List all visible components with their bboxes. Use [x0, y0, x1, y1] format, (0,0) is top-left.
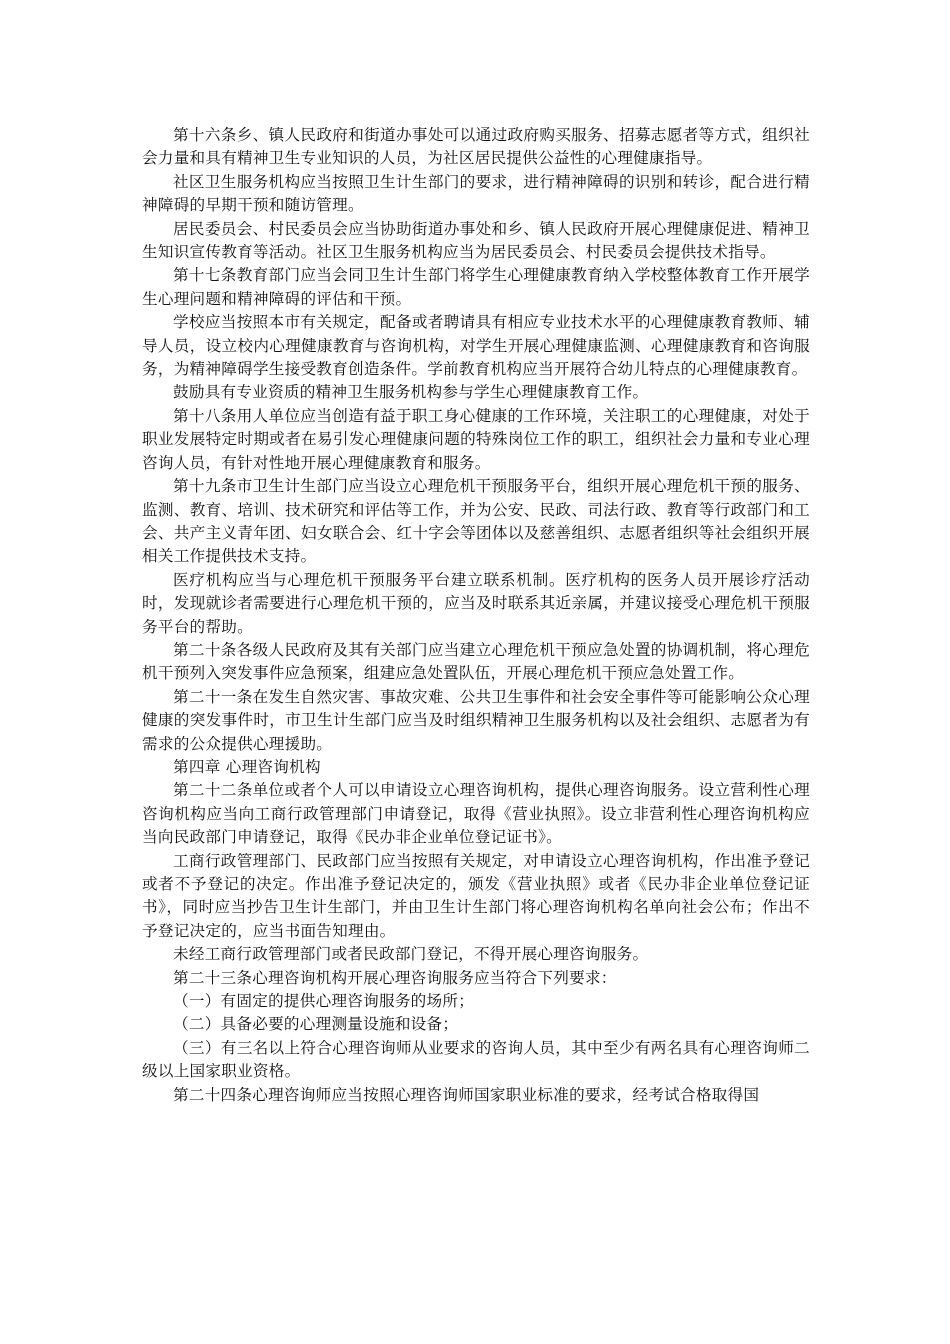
paragraph-medical-institutions: 医疗机构应当与心理危机干预服务平台建立联系机制。医疗机构的医务人员开展诊疗活动时，发现就诊者需要进行心理危机干预的，应当及时联系其近亲属，并建议接受心理危机干预服务平台的帮助。	[142, 570, 810, 636]
document-body	[142, 124, 810, 1107]
list-item-3: （三）有三名以上符合心理咨询师从业要求的咨询人员，其中至少有两名具有心理咨询师二级以上国家职业资格。	[142, 1038, 810, 1081]
paragraph-article-23: 第二十三条心理咨询机构开展心理咨询服务应当符合下列要求：	[173, 968, 617, 987]
paragraph-article-16: 第十六条乡、镇人民政府和街道办事处可以通过政府购买服务、招募志愿者等方式，组织社会力量和具有精神卫生专业知识的人员，为社区居民提供公益性的心理健康指导。	[142, 126, 810, 168]
paragraph-registration: 工商行政管理部门、民政部门应当按照有关规定，对申请设立心理咨询机构，作出准予登记或者不予登记的决定。作出准予登记决定的，颁发《营业执照》或者《民办非企业单位登记证书》，同时应当抄告卫生计生部门，并由卫生计生部门将心理咨询机构名单向社会公布；作出不予登记决定的，应当书面告知理由。	[142, 851, 810, 940]
list-item-2: （二）具备必要的心理测量设施和设备；	[173, 1015, 459, 1034]
chapter-heading: 第四章 心理咨询机构	[173, 757, 321, 776]
paragraph-article-24: 第二十四条心理咨询师应当按照心理咨询师国家职业标准的要求，经考试合格取得国	[173, 1085, 760, 1104]
paragraph-community-health: 社区卫生服务机构应当按照卫生计生部门的要求，进行精神障碍的识别和转诊，配合进行精神障碍的早期干预和随访管理。	[142, 172, 810, 215]
paragraph-article-19: 第十九条市卫生计生部门应当设立心理危机干预服务平台，组织开展心理危机干预的服务、监测、教育、培训、技术研究和评估等工作，并为公安、民政、司法行政、教育等行政部门和工会、共产主义青年团、妇女联合会、红十字会等团体以及慈善组织、志愿者组织等社会组织开展相关工作提供技术支持。	[142, 477, 810, 566]
paragraph-schools: 学校应当按照本市有关规定，配备或者聘请具有相应专业技术水平的心理健康教育教师、辅导人员，设立校内心理健康教育与咨询机构，对学生开展心理健康监测、心理健康教育和咨询服务，为精神障碍学生接受教育创造条件。学前教育机构应当开展符合幼儿特点的心理健康教育。	[142, 313, 810, 379]
paragraph-encourage-institutions: 鼓励具有专业资质的精神卫生服务机构参与学生心理健康教育工作。	[173, 383, 649, 402]
paragraph-article-22: 第二十二条单位或者个人可以申请设立心理咨询机构，提供心理咨询服务。设立营利性心理咨询机构应当向工商行政管理部门申请登记，取得《营业执照》。设立非营利性心理咨询机构应当向民政部门申请登记，取得《民办非企业单位登记证书》。	[142, 781, 810, 847]
paragraph-article-18: 第十八条用人单位应当创造有益于职工身心健康的工作环境，关注职工的心理健康，对处于职业发展特定时期或者在易引发心理健康问题的特殊岗位工作的职工，组织社会力量和专业心理咨询人员，有针对性地开展心理健康教育和服务。	[142, 406, 810, 472]
paragraph-article-20: 第二十条各级人民政府及其有关部门应当建立心理危机干预应急处置的协调机制，将心理危机干预列入突发事件应急预案，组建应急处置队伍，开展心理危机干预应急处置工作。	[142, 640, 810, 683]
paragraph-article-17: 第十七条教育部门应当会同卫生计生部门将学生心理健康教育纳入学校整体教育工作开展学生心理问题和精神障碍的评估和干预。	[142, 266, 810, 308]
paragraph-unregistered: 未经工商行政管理部门或者民政部门登记，不得开展心理咨询服务。	[173, 945, 649, 964]
paragraph-residents-committee: 居民委员会、村民委员会应当协助街道办事处和乡、镇人民政府开展心理健康促进、精神卫生知识宣传教育等活动。社区卫生服务机构应当为居民委员会、村民委员会提供技术指导。	[142, 219, 810, 262]
list-item-1: （一）有固定的提供心理咨询服务的场所；	[173, 992, 475, 1011]
paragraph-article-21: 第二十一条在发生自然灾害、事故灾难、公共卫生事件和社会安全事件等可能影响公众心理健康的突发事件时，市卫生计生部门应当及时组织精神卫生服务机构以及社会组织、志愿者为有需求的公众提供心理援助。	[142, 687, 810, 753]
